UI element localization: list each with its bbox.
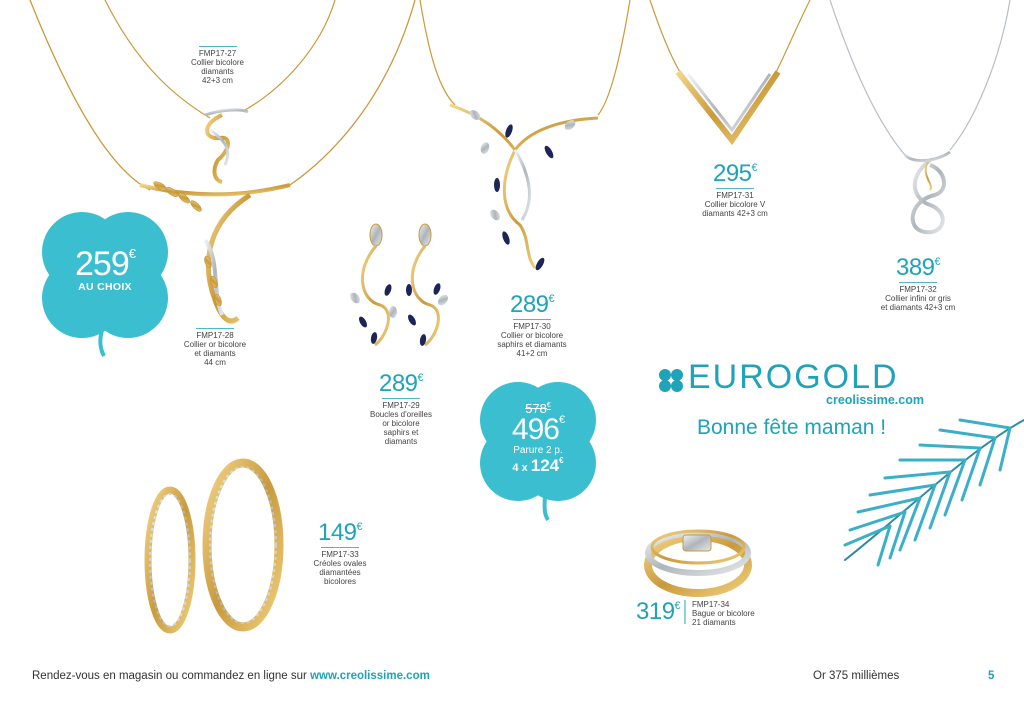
product-block-fmp17-32: 389€ FMP17-32 Collier infini or gris et diamants 42+3 cm (862, 256, 974, 312)
eurogold-clover-icon (659, 369, 683, 392)
product-block-fmp17-29: 289€ FMP17-29 Boucles d'oreilles or bicolore saphirs et diamants (360, 372, 442, 446)
footer-metal-note: Or 375 millièmes (813, 670, 900, 682)
brand-url: creolissime.com (826, 393, 924, 407)
necklace-fmp17-30-image (420, 0, 630, 272)
brand-tagline: Bonne fête maman ! (697, 416, 887, 439)
hoops-fmp17-33-image (148, 463, 279, 630)
clover-2-installments: 4 x 124€ (512, 456, 564, 475)
product-block-fmp17-30: 289€ FMP17-30 Collier or bicolore saphirs et diamants 41+2 cm (488, 293, 576, 358)
brand-logo (688, 360, 899, 394)
necklace-fmp17-32-image (830, 0, 1010, 232)
necklace-fmp17-31-image (650, 0, 810, 140)
product-block-fmp17-31: 295€ FMP17-31 Collier bicolore V diamants 42+3 cm (680, 162, 790, 218)
product-label-fmp17-28: FMP17-28 Collier or bicolore et diamants 44 cm (170, 328, 260, 367)
ring-fmp17-34-image (648, 531, 748, 593)
palm-leaf-decoration (845, 420, 1024, 565)
clover-1-text (50, 247, 160, 293)
clover-1-currency: € (128, 246, 135, 261)
price-fmp17-30: 289€ (509, 291, 555, 318)
product-label-fmp17-27: FMP17-27 Collier bicolore diamants 42+3 cm (180, 46, 255, 85)
clover-2-text (492, 402, 584, 476)
clover-1-label: AU CHOIX (78, 281, 132, 293)
clover-1-price: 259 (75, 245, 129, 283)
footer-text: Rendez-vous en magasin ou commandez en ligne sur www.creolissime.com (32, 670, 430, 682)
product-block-fmp17-33: 149€ FMP17-33 Créoles ovales diamantées bicolores (300, 521, 380, 586)
price-fmp17-29: 289€ (378, 370, 424, 397)
necklace-fmp17-27-image (105, 0, 335, 182)
price-fmp17-34: 319€ (636, 598, 681, 625)
price-fmp17-32: 389€ (895, 254, 941, 281)
page-number: 5 (988, 670, 995, 682)
price-fmp17-33: 149€ (317, 519, 363, 546)
footer-link[interactable]: www.creolissime.com (310, 670, 430, 682)
earrings-fmp17-29-image (348, 224, 450, 346)
clover-2-old-price: 578€ (525, 401, 551, 416)
clover-2-label: Parure 2 p. (513, 445, 563, 456)
product-label-fmp17-34: FMP17-34 Bague or bicolore 21 diamants (692, 600, 755, 627)
clover-2-price: 496€ (511, 413, 565, 446)
brand-name: EUROGOLD (688, 358, 899, 396)
price-fmp17-31: 295€ (712, 160, 758, 187)
